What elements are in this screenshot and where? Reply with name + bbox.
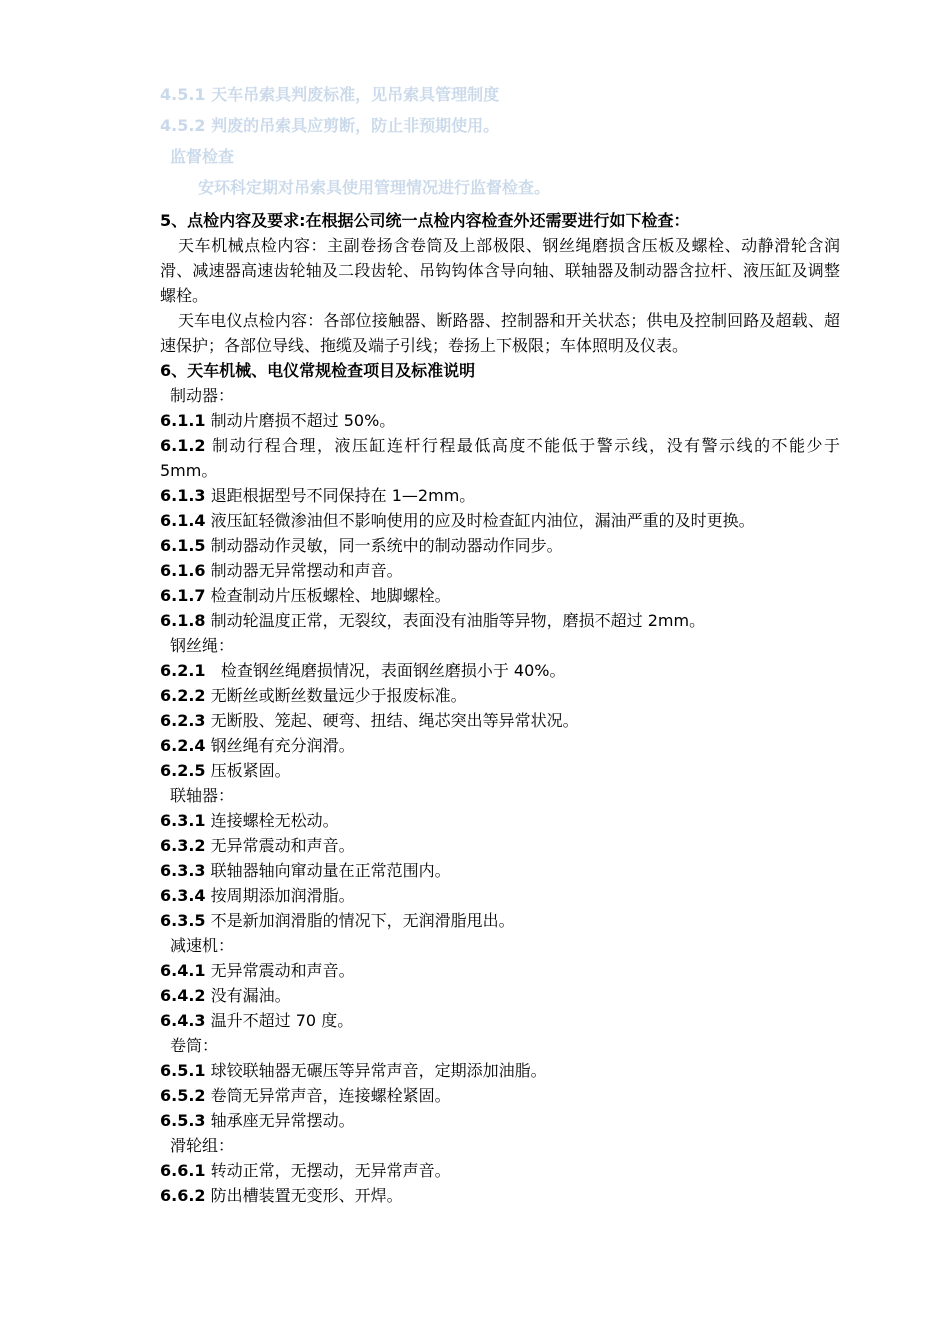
group-title: 减速机：: [170, 936, 235, 955]
item-text: 制动器无异常摆动和声音。: [210, 561, 403, 580]
check-item: [160, 558, 840, 583]
check-item: [160, 983, 840, 1008]
item-text: 温升不超过 70 度。: [210, 1011, 354, 1030]
item-number: 6.2.3: [160, 711, 206, 730]
item-number: 6.3.5: [160, 911, 206, 930]
document-page: [160, 80, 846, 1208]
item-number: 6.1.5: [160, 536, 206, 555]
check-item: [160, 1183, 840, 1208]
group-title: 钢丝绳：: [170, 636, 235, 655]
check-item: [160, 683, 840, 708]
item-text: 没有漏油。: [210, 986, 291, 1005]
item-number: 6.4.3: [160, 1011, 206, 1030]
item-text: 转动正常，无摆动，无异常声音。: [210, 1161, 451, 1180]
item-text: 压板紧固。: [210, 761, 291, 780]
item-text: 不是新加润滑脂的情况下，无润滑脂甩出。: [210, 911, 515, 930]
item-number: 6.2.5: [160, 761, 206, 780]
check-item: [160, 608, 840, 633]
section-5-paragraph: 天车机械点检内容：主副卷扬含卷筒及上部极限、钢丝绳磨损含压板及螺栓、动静滑轮含润滑、减速器高速齿轮轴及二段齿轮、吊钩钩体含导向轴、联轴器及制动器含拉杆、液压缸及调整螺栓。: [160, 236, 840, 305]
item-text: 无断股、笼起、硬弯、扭结、绳芯突出等异常状况。: [210, 711, 579, 730]
check-item: [160, 958, 840, 983]
item-number: 6.2.2: [160, 686, 206, 705]
item-number: 6.5.3: [160, 1111, 206, 1130]
item-text: 连接螺栓无松动。: [210, 811, 339, 830]
item-number: 6.1.6: [160, 561, 206, 580]
item-text: 钢丝绳有充分润滑。: [210, 736, 355, 755]
item-number: 6.3.4: [160, 886, 206, 905]
item-number: 6.1.8: [160, 611, 206, 630]
item-number: 6.3.1: [160, 811, 206, 830]
item-text: 制动行程合理，液压缸连杆行程最低高度不能低于警示线，没有警示线的不能少于 5mm。: [160, 436, 846, 480]
item-text: 联轴器轴向窜动量在正常范围内。: [210, 861, 451, 880]
item-text: 轴承座无异常摆动。: [210, 1111, 355, 1130]
check-item: [160, 1058, 840, 1083]
item-text: 无断丝或断丝数量远少于报废标准。: [210, 686, 467, 705]
item-number: 6.1.2: [160, 436, 206, 455]
check-item: [160, 1083, 840, 1108]
item-text: 检查钢丝绳磨损情况，表面钢丝磨损小于 40%。: [210, 661, 566, 680]
check-item: [160, 1108, 840, 1133]
item-text: 球铰联轴器无碾压等异常声音，定期添加油脂。: [210, 1061, 547, 1080]
item-number: 6.1.7: [160, 586, 206, 605]
check-item: [160, 1008, 840, 1033]
item-text: 防出槽装置无变形、开焊。: [210, 1186, 403, 1205]
item-number: 6.6.1: [160, 1161, 206, 1180]
faded-line: 安环科定期对吊索具使用管理情况进行监督检查。: [198, 178, 551, 197]
check-item: [160, 658, 840, 683]
item-text: 制动片磨损不超过 50%。: [210, 411, 396, 430]
faded-line: 4.5.1 天车吊索具判废标准，见吊索具管理制度: [160, 85, 500, 104]
check-item: [160, 808, 840, 833]
check-item: [160, 483, 840, 508]
check-item: [160, 908, 840, 933]
check-item: [160, 1158, 840, 1183]
item-number: 6.2.4: [160, 736, 206, 755]
item-text: 按周期添加润滑脂。: [210, 886, 355, 905]
item-text: 退距根据型号不同保持在 1—2mm。: [210, 486, 476, 505]
item-number: 6.5.1: [160, 1061, 206, 1080]
check-item: [160, 408, 840, 433]
group-title: 卷筒：: [170, 1036, 219, 1055]
check-item: [160, 708, 840, 733]
group-title: 滑轮组：: [170, 1136, 235, 1155]
check-item: [160, 583, 840, 608]
item-number: 6.4.1: [160, 961, 206, 980]
group-title: 制动器：: [170, 386, 235, 405]
section-6-heading: 6、天车机械、电仪常规检查项目及标准说明: [160, 361, 476, 380]
item-number: 6.1.4: [160, 511, 206, 530]
check-item: [160, 758, 840, 783]
section-5-paragraph: 天车电仪点检内容：各部位接触器、断路器、控制器和开关状态；供电及控制回路及超载、超速保护；各部位导线、拖缆及端子引线；卷扬上下极限；车体照明及仪表。: [160, 311, 840, 355]
check-item: [160, 433, 846, 483]
faded-heading: 监督检查: [170, 147, 235, 166]
item-number: 6.1.3: [160, 486, 206, 505]
check-item: [160, 533, 840, 558]
check-item: [160, 883, 840, 908]
item-text: 制动器动作灵敏，同一系统中的制动器动作同步。: [210, 536, 563, 555]
item-number: 6.6.2: [160, 1186, 206, 1205]
check-item: [160, 833, 840, 858]
item-number: 6.3.2: [160, 836, 206, 855]
check-item: [160, 733, 840, 758]
item-number: 6.5.2: [160, 1086, 206, 1105]
group-title: 联轴器：: [170, 786, 235, 805]
item-number: 6.4.2: [160, 986, 206, 1005]
faded-line: 4.5.2 判废的吊索具应剪断，防止非预期使用。: [160, 116, 500, 135]
section-5-heading: 5、点检内容及要求:在根据公司统一点检内容检查外还需要进行如下检查：: [160, 211, 690, 230]
item-text: 液压缸轻微渗油但不影响使用的应及时检查缸内油位，漏油严重的及时更换。: [210, 511, 755, 530]
item-number: 6.1.1: [160, 411, 206, 430]
item-text: 检查制动片压板螺栓、地脚螺栓。: [210, 586, 451, 605]
item-text: 无异常震动和声音。: [210, 836, 355, 855]
check-item: [160, 858, 840, 883]
item-text: 无异常震动和声音。: [210, 961, 355, 980]
item-text: 制动轮温度正常，无裂纹，表面没有油脂等异物，磨损不超过 2mm。: [210, 611, 706, 630]
item-number: 6.2.1: [160, 661, 206, 680]
item-number: 6.3.3: [160, 861, 206, 880]
check-groups: [160, 383, 846, 1208]
item-text: 卷筒无异常声音，连接螺栓紧固。: [210, 1086, 451, 1105]
check-item: [160, 508, 840, 533]
